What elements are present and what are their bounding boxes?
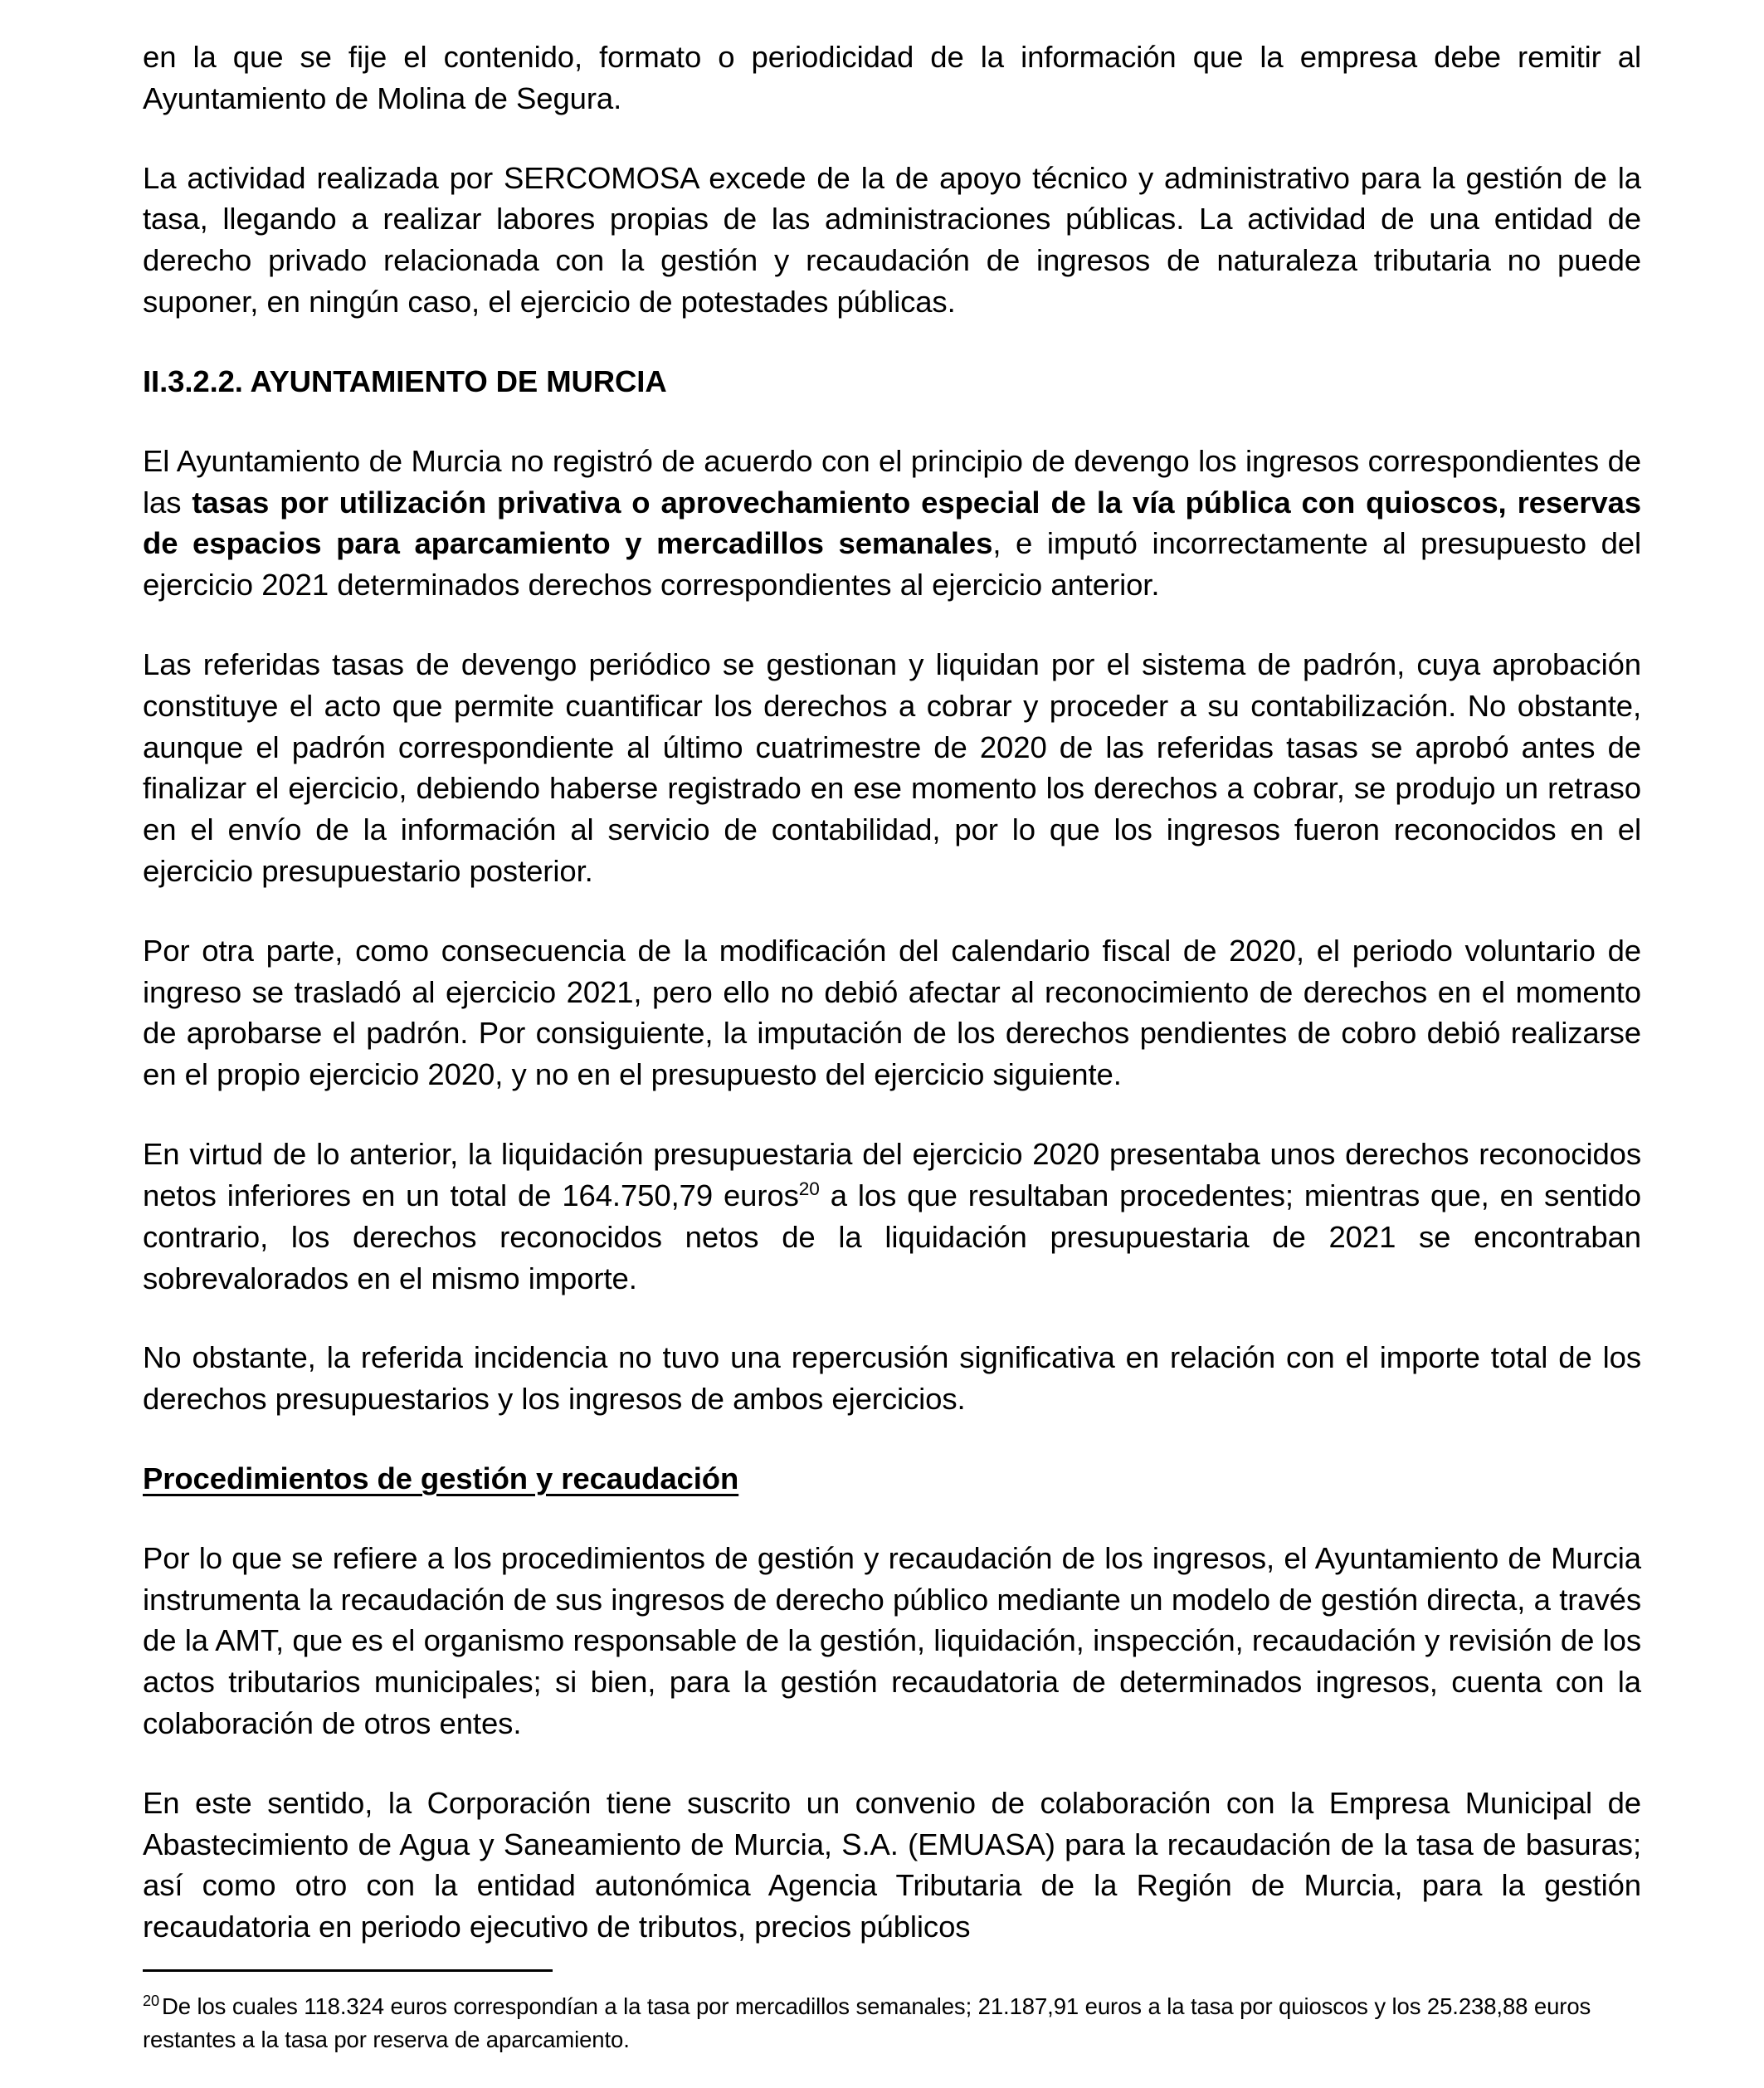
paragraph-murcia-bold-tasas: tasas por utilización privativa o aprovechamiento especial de la vía pública con quioscos, reservas de espacios para aparcamiento y mercadillos semanales: [143, 485, 1641, 561]
paragraph-calendario-fiscal: Por otra parte, como consecuencia de la modificación del calendario fiscal de 2020, el periodo voluntario de ingreso se trasladó al ejercicio 2021, pero ello no debió afectar al reconocimiento de derechos en el momento de aprobarse el padrón. Por consiguiente, la imputación de los derechos pendientes de cobro debió realizarse en el propio ejercicio 2020, y no en el presupuesto del ejercicio siguiente.: [143, 933, 1641, 1092]
paragraph-sercomosa: La actividad realizada por SERCOMOSA excede de la de apoyo técnico y administrativo para la gestión de la tasa, llegando a realizar labores propias de las administraciones públicas. La actividad de una entidad de derecho privado relacionada con la gestión y recaudación de ingresos de naturaleza tributaria no puede suponer, en ningún caso, el ejercicio de potestades públicas.: [143, 160, 1641, 320]
footnote-marker-20: 20: [143, 1993, 159, 2010]
paragraph-liquidacion-presupuestaria: [143, 1134, 1641, 1299]
paragraph-procedimientos: Por lo que se refiere a los procedimientos de gestión y recaudación de los ingresos, el Ayuntamiento de Murcia instrumenta la recaudación de sus ingresos de derecho público mediante un modelo de gestión directa, a través de la AMT, que es el organismo responsable de la gestión, liquidación, inspección, recaudación y revisión de los actos tributarios municipales; si bien, para la gestión recaudatoria de determinados ingresos, cuenta con la colaboración de otros entes.: [143, 1540, 1641, 1740]
paragraph-liquidacion-lead: En virtud de lo anterior, la liquidación presupuestaria del ejercicio 2020 presentaba unos derechos reconocidos netos inferiores en un total de 164.750,79 euros: [143, 1137, 1641, 1212]
footnote-text: De los cuales 118.324 euros correspondían a la tasa por mercadillos semanales; 21.187,91 euros a la tasa por quioscos y los 25.238,88 euros restantes a la tasa por reserva de aparcamiento.: [143, 1993, 1591, 2053]
footnote-area: [143, 1969, 1641, 2056]
footnote-20: [143, 1990, 1641, 2056]
paragraph-incidencia: No obstante, la referida incidencia no tuvo una repercusión significativa en relación con el importe total de los derechos presupuestarios y los ingresos de ambos ejercicios.: [143, 1340, 1641, 1417]
footnote-separator-rule: [143, 1969, 553, 1972]
document-body: [143, 37, 1641, 1948]
paragraph-murcia-lead: El Ayuntamiento de Murcia no registró de acuerdo con el principio de devengo los ingresos correspondientes de las: [143, 443, 1641, 520]
subheading-procedimientos: [143, 1458, 1641, 1500]
footnote-reference-20[interactable]: 20: [798, 1178, 820, 1199]
paragraph-murcia-tail: , e imputó incorrectamente al presupuesto del ejercicio 2021 determinados derechos correspondientes al ejercicio anterior.: [143, 526, 1641, 602]
paragraph-padron: Las referidas tasas de devengo periódico se gestionan y liquidan por el sistema de padrón, cuya aprobación constituye el acto que permite cuantificar los derechos a cobrar y proceder a su contabilización. No obstante, aunque el padrón correspondiente al último cuatrimestre de 2020 de las referidas tasas se aprobó antes de finalizar el ejercicio, debiendo haberse registrado en ese momento los derechos a cobrar, se produjo un retraso en el envío de la información al servicio de contabilidad, por lo que los ingresos fueron reconocidos en el ejercicio presupuestario posterior.: [143, 646, 1641, 888]
paragraph-convenio-emuasa: En este sentido, la Corporación tiene suscrito un convenio de colaboración con la Empresa Municipal de Abastecimiento de Agua y Saneamiento de Murcia, S.A. (EMUASA) para la recaudación de la tasa de basuras; así como otro con la entidad autonómica Agencia Tributaria de la Región de Murcia, para la gestión recaudatoria en periodo ejecutivo de tributos, precios públicos: [143, 1785, 1641, 1944]
paragraph-murcia-devengo: [143, 441, 1641, 606]
section-heading-ayuntamiento-de-murcia: II.3.2.2. AYUNTAMIENTO DE MURCIA: [143, 363, 667, 398]
subheading-procedimientos-label: Procedimientos de gestión y recaudación: [143, 1461, 739, 1495]
paragraph-continuation: en la que se fije el contenido, formato o periodicidad de la información que la empresa debe remitir al Ayuntamiento de Molina de Segura.: [143, 40, 1641, 115]
paragraph-liquidacion-tail: a los que resultaban procedentes; mientras que, en sentido contrario, los derechos reconocidos netos de la liquidación presupuestaria de 2021 se encontraban sobrevalorados en el mismo importe.: [143, 1178, 1641, 1295]
